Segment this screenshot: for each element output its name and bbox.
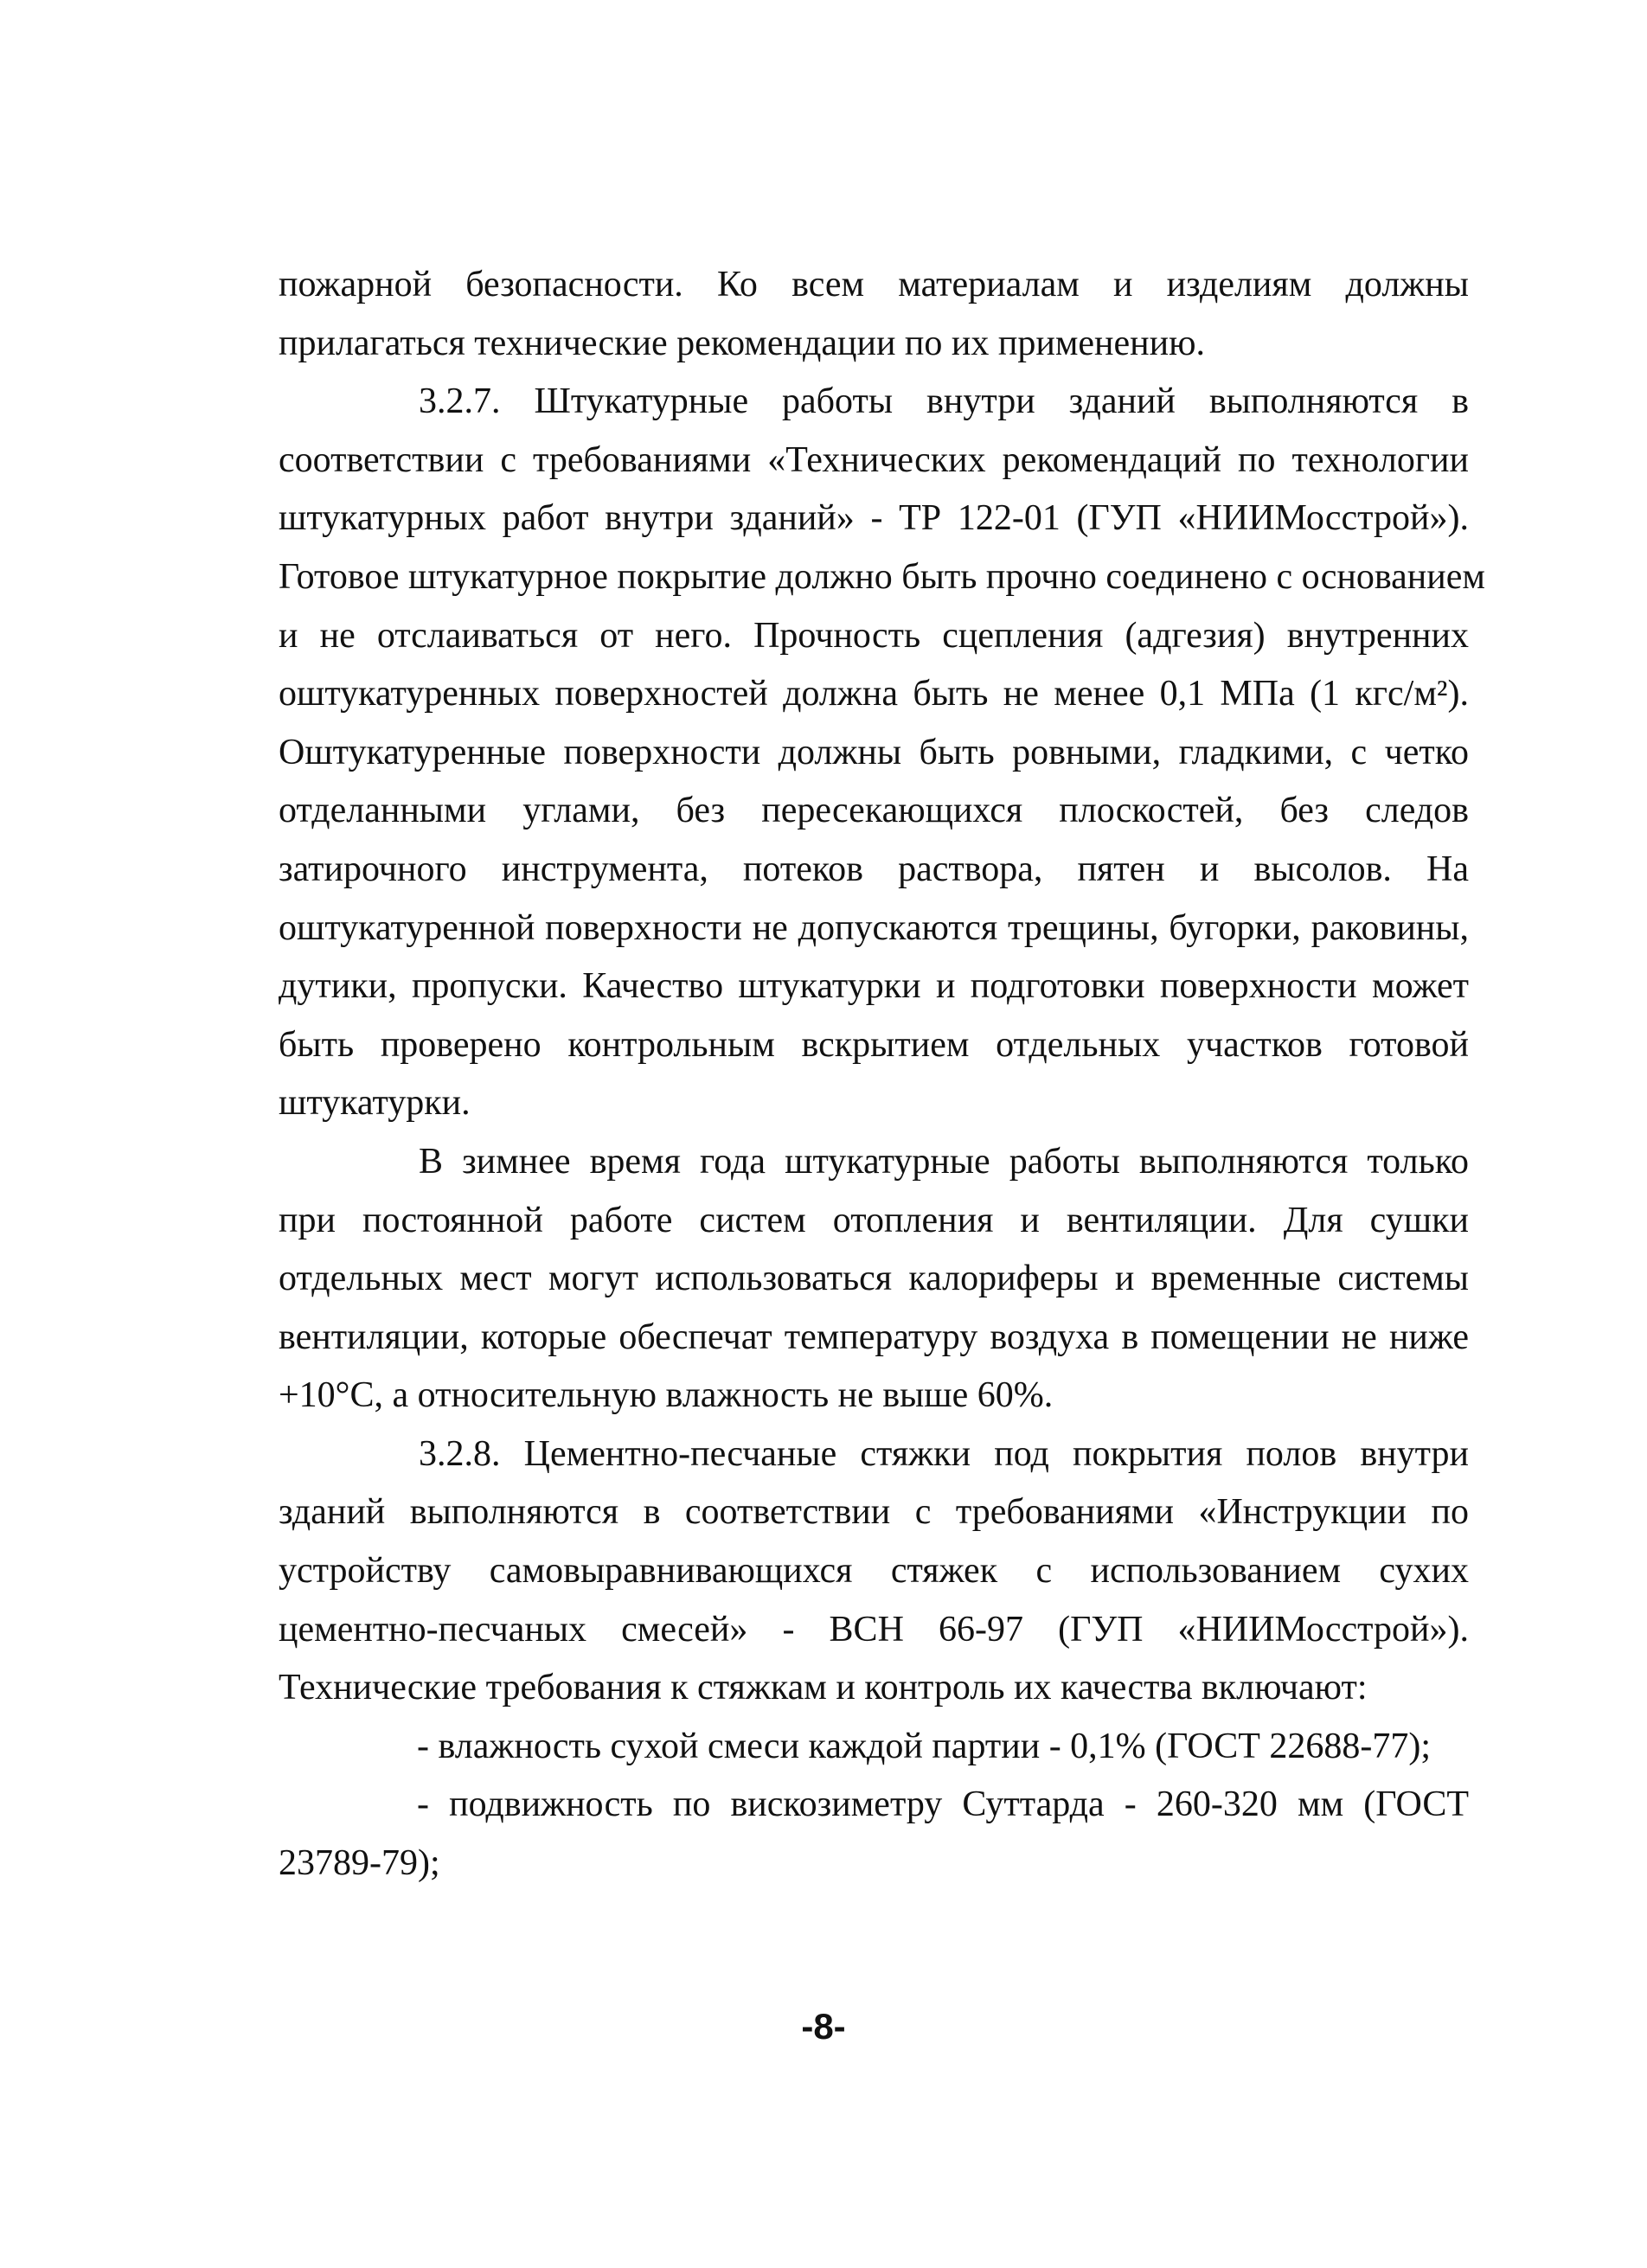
list-item: - подвижность по вискозиметру Суттарда - 260-320 мм (ГОСТ xyxy=(417,1784,1469,1825)
list-item: - влажность сухой смеси каждой партии - 0,1% (ГОСТ 22688-77); xyxy=(417,1726,1432,1766)
text-line: пожарной безопасности. Ко всем материалам и изделиям должны xyxy=(279,265,1469,304)
text-line: прилагаться технические рекомендации по их применению. xyxy=(279,323,1205,363)
text-line: отдельных мест могут использоваться калориферы и временные системы xyxy=(279,1259,1469,1299)
text-line: быть проверено контрольным вскрытием отдельных участков готовой xyxy=(279,1024,1469,1065)
text-line: 23789-79); xyxy=(279,1843,440,1884)
section-3-2-7-start: 3.2.7. Штукатурные работы внутри зданий выполняются в xyxy=(419,381,1469,422)
text-line: штукатурных работ внутри зданий» - ТР 122-01 (ГУП «НИИМосстрой»). xyxy=(279,498,1469,539)
document-page xyxy=(279,256,1485,1893)
text-line: дутики, пропуски. Качество штукатурки и подготовки поверхности может xyxy=(279,966,1469,1007)
winter-paragraph-start: В зимнее время года штукатурные работы выполняются только xyxy=(419,1141,1469,1182)
text-line: затирочного инструмента, потеков раствора, пятен и высолов. На xyxy=(279,849,1469,889)
page-number: -8- xyxy=(801,2006,846,2047)
text-line: соответствии с требованиями «Технических рекомендаций по технологии xyxy=(279,439,1469,480)
text-line: оштукатуренных поверхностей должна быть не менее 0,1 МПа (1 кгс/м²). xyxy=(279,674,1469,714)
text-line: и не отслаиваться от него. Прочность сцепления (адгезия) внутренних xyxy=(279,615,1469,656)
text-line: Технические требования к стяжкам и контроль их качества включают: xyxy=(279,1668,1368,1708)
text-line: вентиляции, которые обеспечат температуру воздуха в помещении не ниже xyxy=(279,1317,1469,1357)
text-line: устройству самовыравнивающихся стяжек с использованием сухих xyxy=(279,1551,1469,1592)
text-line: зданий выполняются в соответствии с требованиями «Инструкции по xyxy=(279,1492,1469,1533)
section-3-2-8-start: 3.2.8. Цементно-песчаные стяжки под покрытия полов внутри xyxy=(419,1433,1469,1474)
text-line: Готовое штукатурное покрытие должно быть прочно соединено с основанием xyxy=(279,556,1485,597)
text-line: цементно-песчаных смесей» - ВСН 66-97 (ГУП «НИИМосстрой»). xyxy=(279,1609,1469,1650)
text-line: оштукатуренной поверхности не допускаются трещины, бугорки, раковины, xyxy=(279,907,1469,948)
text-line: при постоянной работе систем отопления и вентиляции. Для сушки xyxy=(279,1200,1469,1240)
text-line: +10°С, а относительную влажность не выше 60%. xyxy=(279,1375,1054,1416)
text-line: штукатурки. xyxy=(279,1083,471,1124)
text-line: Оштукатуренные поверхности должны быть ровными, гладкими, с четко xyxy=(279,732,1469,772)
text-line: отделанными углами, без пересекающихся плоскостей, без следов xyxy=(279,791,1469,831)
